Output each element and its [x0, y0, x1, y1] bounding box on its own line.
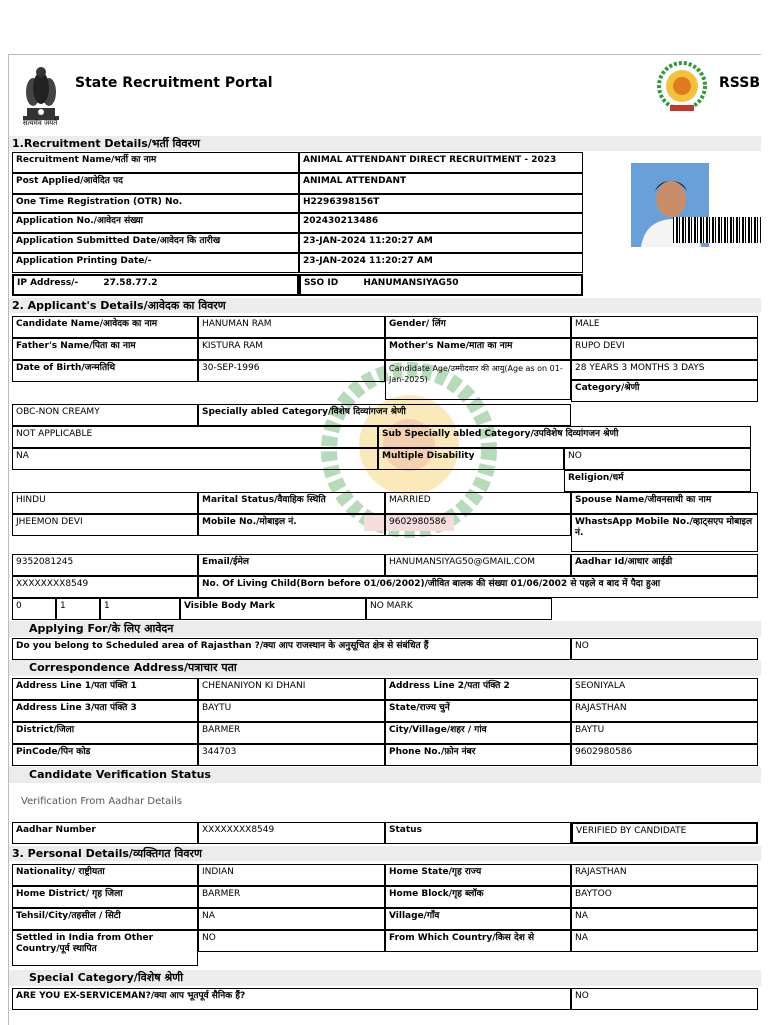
- settled-value: NO: [198, 930, 385, 952]
- sso-value: HANUMANSIYAG50: [363, 278, 459, 288]
- scheduled-area-label: Do you belong to Scheduled area of Rajasthan ?/क्या आप राजस्थान के अनुसूचित क्षेत्र से संबंधित हैं: [12, 638, 571, 660]
- whatsapp-value: 9352081245: [12, 554, 198, 576]
- father-name-label: Father's Name/पिता का नाम: [12, 338, 198, 360]
- address-line1-label: Address Line 1/पता पंक्ति 1: [12, 678, 198, 700]
- rssb-logo-icon: [657, 59, 707, 115]
- age-value: 28 YEARS 3 MONTHS 3 DAYS: [571, 360, 758, 380]
- dob-label: Date of Birth/जन्मतिथि: [12, 360, 198, 382]
- tehsil-label: Tehsil/City/तहसील / सिटी: [12, 908, 198, 930]
- header: [9, 55, 761, 131]
- dob-value: 30-SEP-1996: [198, 360, 385, 382]
- ip-address-row: [12, 274, 299, 296]
- marital-status-label: Marital Status/वैवाहिक स्थिति: [198, 492, 385, 514]
- religion-label: Religion/धर्म: [564, 470, 751, 492]
- address-line2-value: SEONIYALA: [571, 678, 758, 700]
- home-district-value: BARMER: [198, 886, 385, 908]
- post-applied-value: ANIMAL ATTENDANT: [299, 173, 583, 194]
- sub-specially-abled-label: Sub Specially abled Category/उपविशेष दिव्यांगजन श्रेणी: [378, 426, 751, 448]
- otr-value: H2296398156T: [299, 194, 583, 213]
- address-line2-label: Address Line 2/पता पंक्ति 2: [385, 678, 571, 700]
- nationality-label: Nationality/ राष्ट्रीयता: [12, 864, 198, 886]
- phone-value: 9602980586: [571, 744, 758, 766]
- recruitment-name-label: Recruitment Name/भर्ती का नाम: [12, 152, 299, 173]
- specially-abled-value: NOT APPLICABLE: [12, 426, 378, 448]
- multiple-disability-label: Multiple Disability: [378, 448, 564, 470]
- mobile-value: 9602980586: [385, 514, 571, 536]
- application-no-value: 202430213486: [299, 213, 583, 233]
- section-personal-details: 3. Personal Details/व्यक्तिगत विवरण: [9, 846, 761, 861]
- application-no-label: Application No./आवेदन संख्या: [12, 213, 299, 233]
- home-block-value: BAYTOO: [571, 886, 758, 908]
- sso-row: [299, 274, 583, 296]
- scheduled-area-value: NO: [571, 638, 758, 660]
- from-country-label: From Which Country/किस देश से: [385, 930, 571, 952]
- agency-name: RSSB: [719, 75, 760, 91]
- pincode-label: PinCode/पिन कोड: [12, 744, 198, 766]
- emblem-caption: सत्यमेव जयते: [22, 119, 58, 127]
- religion-value: HINDU: [12, 492, 198, 514]
- home-block-label: Home Block/गृह ब्लॉक: [385, 886, 571, 908]
- aadhar-id-value: XXXXXXXX8549: [12, 576, 198, 598]
- mobile-label: Mobile No./मोबाइल नं.: [198, 514, 385, 536]
- father-name-value: KISTURA RAM: [198, 338, 385, 360]
- from-country-value: NA: [571, 930, 758, 952]
- sub-specially-abled-value: NA: [12, 448, 378, 470]
- section-recruitment-details: 1.Recruitment Details/भर्ती विवरण: [9, 136, 761, 151]
- living-child-label: No. Of Living Child(Born before 01/06/2002)/जीवित बालक की संख्या 01/06/2002 से पहले व बाद में पैदा हुआ: [198, 576, 758, 598]
- otr-label: One Time Registration (OTR) No.: [12, 194, 299, 213]
- email-value: HANUMANSIYAG50@GMAIL.COM: [385, 554, 571, 576]
- body-mark-value: NO MARK: [366, 598, 552, 620]
- district-value: BARMER: [198, 722, 385, 744]
- verification-subtitle: Verification From Aadhar Details: [21, 796, 183, 807]
- verification-status-value: VERIFIED BY CANDIDATE: [571, 822, 758, 844]
- nationality-value: INDIAN: [198, 864, 385, 886]
- section-verification-status: Candidate Verification Status: [9, 767, 761, 783]
- living-child-b: 1: [56, 598, 100, 620]
- address-line1-value: CHENANIYON KI DHANI: [198, 678, 385, 700]
- home-state-label: Home State/गृह राज्य: [385, 864, 571, 886]
- multiple-disability-value: NO: [564, 448, 751, 470]
- village-value: NA: [571, 908, 758, 930]
- state-value: RAJASTHAN: [571, 700, 758, 722]
- category-label: Category/श्रेणी: [571, 380, 758, 402]
- district-label: District/जिला: [12, 722, 198, 744]
- portal-title: State Recruitment Portal: [75, 75, 273, 91]
- email-label: Email/ईमेल: [198, 554, 385, 576]
- printing-date-value: 23-JAN-2024 11:20:27 AM: [299, 253, 583, 273]
- phone-label: Phone No./फ़ोन नंबर: [385, 744, 571, 766]
- ip-address-label: IP Address/-: [17, 278, 79, 288]
- category-value: OBC-NON CREAMY: [12, 404, 198, 426]
- submitted-date-value: 23-JAN-2024 11:20:27 AM: [299, 233, 583, 253]
- living-child-a: 0: [12, 598, 56, 620]
- gender-value: MALE: [571, 316, 758, 338]
- ex-serviceman-value: NO: [571, 988, 758, 1010]
- spouse-name-label: Spouse Name/जीवनसाथी का नाम: [571, 492, 758, 514]
- sso-label: SSO ID: [304, 278, 339, 288]
- candidate-name-value: HANUMAN RAM: [198, 316, 385, 338]
- state-label: State/राज्य चुनें: [385, 700, 571, 722]
- printing-date-label: Application Printing Date/-: [12, 253, 299, 273]
- section-applicant-details: 2. Applicant's Details/आवेदक का विवरण: [9, 298, 761, 313]
- specially-abled-label: Specially abled Category/विशेष दिव्यांगजन श्रेणी: [198, 404, 571, 426]
- application-form: [8, 54, 761, 1025]
- gender-label: Gender/ लिंग: [385, 316, 571, 338]
- aadhar-number-value: XXXXXXXX8549: [198, 822, 385, 844]
- mother-name-value: RUPO DEVI: [571, 338, 758, 360]
- ip-address-value: 27.58.77.2: [103, 278, 158, 288]
- age-label: Candidate Age/उम्मीदवार की आयु(Age as on 01-Jan-2025): [385, 360, 571, 400]
- section-correspondence-address: Correspondence Address/पत्राचार पता: [9, 660, 761, 676]
- city-value: BAYTU: [571, 722, 758, 744]
- pincode-value: 344703: [198, 744, 385, 766]
- post-applied-label: Post Applied/आवेदित पद: [12, 173, 299, 194]
- address-line3-label: Address Line 3/पता पंक्ति 3: [12, 700, 198, 722]
- recruitment-name-value: ANIMAL ATTENDANT DIRECT RECRUITMENT - 2023: [299, 152, 583, 173]
- tehsil-value: NA: [198, 908, 385, 930]
- spouse-name-value: JHEEMON DEVI: [12, 514, 198, 536]
- aadhar-id-label: Aadhar Id/आधार आईडी: [571, 554, 758, 576]
- section-applying-for: Applying For/के लिए आवेदन: [9, 621, 761, 637]
- village-label: Village/गाँव: [385, 908, 571, 930]
- body-mark-label: Visible Body Mark: [180, 598, 366, 620]
- home-state-value: RAJASTHAN: [571, 864, 758, 886]
- mother-name-label: Mother's Name/माता का नाम: [385, 338, 571, 360]
- address-line3-value: BAYTU: [198, 700, 385, 722]
- verification-status-label: Status: [385, 822, 571, 844]
- living-child-c: 1: [100, 598, 180, 620]
- barcode: [673, 217, 761, 243]
- ex-serviceman-label: ARE YOU EX-SERVICEMAN?/क्या आप भूतपूर्व सैनिक हैं?: [12, 988, 571, 1010]
- submitted-date-label: Application Submitted Date/आवेदन कि तारीख: [12, 233, 299, 253]
- city-label: City/Village/शहर / गांव: [385, 722, 571, 744]
- aadhar-number-label: Aadhar Number: [12, 822, 198, 844]
- home-district-label: Home District/ गृह जिला: [12, 886, 198, 908]
- section-special-category: Special Category/विशेष श्रेणी: [9, 970, 761, 986]
- whatsapp-label: WhastsApp Mobile No./व्हाट्सएप मोबाइल नं.: [571, 514, 758, 552]
- marital-status-value: MARRIED: [385, 492, 571, 514]
- candidate-name-label: Candidate Name/आवेदक का नाम: [12, 316, 198, 338]
- settled-label: Settled in India from Other Country/पूर्व स्थापित: [12, 930, 198, 966]
